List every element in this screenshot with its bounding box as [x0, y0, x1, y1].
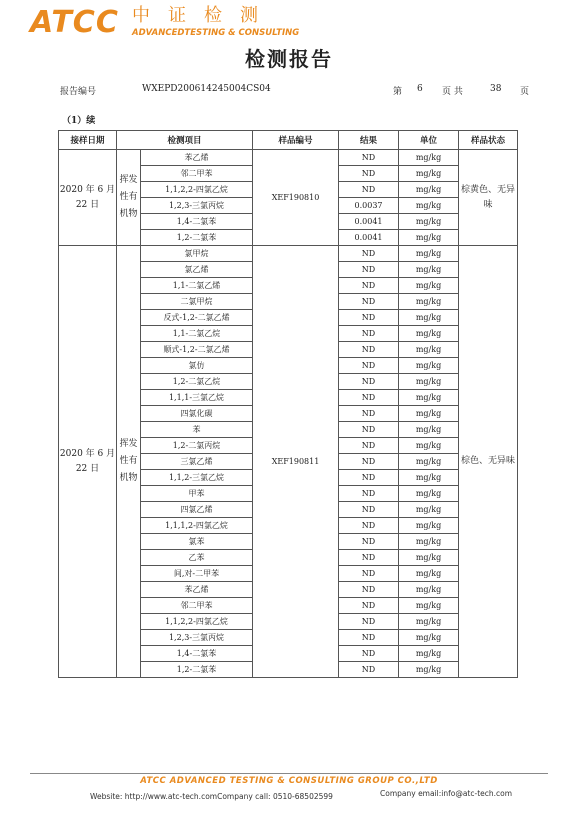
test-item: 1,1,2-三氯乙烷 — [141, 470, 253, 486]
unit-value: mg/kg — [399, 470, 459, 486]
result-value: ND — [339, 374, 399, 390]
receive-date: 2020 年 6 月 22 日 — [59, 150, 117, 246]
test-item: 氯苯 — [141, 534, 253, 550]
test-item: 邻二甲苯 — [141, 598, 253, 614]
logo-chinese-text: 中证检测 — [132, 5, 276, 26]
test-item: 间,对-二甲苯 — [141, 566, 253, 582]
result-value: 0.0041 — [339, 214, 399, 230]
test-item: 甲苯 — [141, 486, 253, 502]
footer-email: Company email:info@atc-tech.com — [380, 789, 513, 798]
footer-phone: Company call: 0510-68502599 — [217, 792, 333, 801]
result-value: ND — [339, 166, 399, 182]
unit-value: mg/kg — [399, 182, 459, 198]
test-item: 四氯化碳 — [141, 406, 253, 422]
header-result: 结果 — [339, 131, 399, 150]
unit-value: mg/kg — [399, 342, 459, 358]
category-label: 挥发性有机物 — [117, 246, 141, 678]
unit-value: mg/kg — [399, 646, 459, 662]
test-item: 1,2-二氯乙烷 — [141, 374, 253, 390]
result-value: ND — [339, 422, 399, 438]
unit-value: mg/kg — [399, 662, 459, 678]
result-value: ND — [339, 358, 399, 374]
result-value: ND — [339, 550, 399, 566]
category-label: 挥发性有机物 — [117, 150, 141, 246]
result-value: ND — [339, 582, 399, 598]
test-item: 氯乙烯 — [141, 262, 253, 278]
sample-state: 棕黄色、无异味 — [459, 150, 518, 246]
test-item: 邻二甲苯 — [141, 166, 253, 182]
test-item: 1,1,2,2-四氯乙烷 — [141, 614, 253, 630]
test-item: 1,2-二氯苯 — [141, 230, 253, 246]
result-value: 0.0041 — [339, 230, 399, 246]
group2-body — [59, 246, 518, 678]
unit-value: mg/kg — [399, 566, 459, 582]
result-value: ND — [339, 454, 399, 470]
result-value: ND — [339, 326, 399, 342]
result-value: 0.0037 — [339, 198, 399, 214]
unit-value: mg/kg — [399, 310, 459, 326]
report-number-value: WXEPD200614245004CS04 — [142, 84, 271, 94]
page-suffix: 页 — [520, 87, 530, 97]
unit-value: mg/kg — [399, 534, 459, 550]
test-item: 氯甲烷 — [141, 246, 253, 262]
unit-value: mg/kg — [399, 166, 459, 182]
section-label: （1）续 — [62, 116, 96, 126]
test-item: 1,2-二氯苯 — [141, 662, 253, 678]
test-item: 苯乙烯 — [141, 582, 253, 598]
footer-website-phone — [90, 792, 333, 801]
header-unit: 单位 — [399, 131, 459, 150]
result-value: ND — [339, 646, 399, 662]
test-item: 1,1-二氯乙烯 — [141, 278, 253, 294]
footer-divider — [30, 773, 548, 774]
result-value: ND — [339, 630, 399, 646]
unit-value: mg/kg — [399, 278, 459, 294]
test-item: 四氯乙烯 — [141, 502, 253, 518]
test-item: 1,2-二氯丙烷 — [141, 438, 253, 454]
result-value: ND — [339, 502, 399, 518]
test-item: 1,2,3-三氯丙烷 — [141, 198, 253, 214]
result-value: ND — [339, 246, 399, 262]
unit-value: mg/kg — [399, 438, 459, 454]
group1-body — [59, 150, 518, 246]
unit-value: mg/kg — [399, 614, 459, 630]
sample-id: XEF190811 — [253, 246, 339, 678]
report-number-row — [60, 84, 530, 98]
test-item: 1,4-二氯苯 — [141, 214, 253, 230]
test-item: 苯 — [141, 422, 253, 438]
page-current: 6 — [417, 84, 423, 94]
unit-value: mg/kg — [399, 294, 459, 310]
unit-value: mg/kg — [399, 214, 459, 230]
result-value: ND — [339, 518, 399, 534]
footer-company-name: ATCC ADVANCED TESTING & CONSULTING GROUP CO.,LTD — [140, 776, 438, 786]
test-item: 1,1,2,2-四氯乙烷 — [141, 182, 253, 198]
test-item: 1,2,3-三氯丙烷 — [141, 630, 253, 646]
result-value: ND — [339, 614, 399, 630]
result-value: ND — [339, 390, 399, 406]
result-value: ND — [339, 310, 399, 326]
test-item: 乙苯 — [141, 550, 253, 566]
test-item: 苯乙烯 — [141, 150, 253, 166]
unit-value: mg/kg — [399, 422, 459, 438]
result-value: ND — [339, 406, 399, 422]
test-item: 三氯乙烯 — [141, 454, 253, 470]
unit-value: mg/kg — [399, 630, 459, 646]
unit-value: mg/kg — [399, 454, 459, 470]
result-value: ND — [339, 662, 399, 678]
logo-english-text: ADVANCEDTESTING & CONSULTING — [132, 28, 300, 38]
result-value: ND — [339, 150, 399, 166]
sample-id: XEF190810 — [253, 150, 339, 246]
unit-value: mg/kg — [399, 486, 459, 502]
test-item: 1,1,1-三氯乙烷 — [141, 390, 253, 406]
result-value: ND — [339, 182, 399, 198]
unit-value: mg/kg — [399, 326, 459, 342]
sample-state: 棕色、无异味 — [459, 246, 518, 678]
test-item: 1,1-二氯乙烷 — [141, 326, 253, 342]
unit-value: mg/kg — [399, 150, 459, 166]
page-total: 38 — [490, 84, 502, 94]
unit-value: mg/kg — [399, 246, 459, 262]
results-table — [58, 130, 518, 678]
result-value: ND — [339, 566, 399, 582]
unit-value: mg/kg — [399, 358, 459, 374]
result-value: ND — [339, 438, 399, 454]
unit-value: mg/kg — [399, 262, 459, 278]
unit-value: mg/kg — [399, 390, 459, 406]
table-header-row — [59, 131, 518, 150]
footer-website: Website: http://www.atc-tech.com — [90, 792, 218, 801]
page-title: 检测报告 — [245, 47, 333, 71]
result-value: ND — [339, 294, 399, 310]
unit-value: mg/kg — [399, 406, 459, 422]
receive-date: 2020 年 6 月 22 日 — [59, 246, 117, 678]
table-row — [59, 150, 518, 166]
table-row — [59, 246, 518, 262]
result-value: ND — [339, 262, 399, 278]
page-prefix: 第 — [393, 87, 403, 97]
report-number-label: 报告编号 — [60, 87, 97, 97]
page-mid: 页 共 — [442, 87, 463, 97]
test-item: 1,1,1,2-四氯乙烷 — [141, 518, 253, 534]
unit-value: mg/kg — [399, 230, 459, 246]
result-value: ND — [339, 486, 399, 502]
atcc-logo — [30, 4, 300, 42]
header-receive-date: 接样日期 — [59, 131, 117, 150]
unit-value: mg/kg — [399, 598, 459, 614]
test-item: 顺式-1,2-二氯乙烯 — [141, 342, 253, 358]
unit-value: mg/kg — [399, 518, 459, 534]
header-sample-state: 样品状态 — [459, 131, 518, 150]
test-item: 1,4-二氯苯 — [141, 646, 253, 662]
unit-value: mg/kg — [399, 502, 459, 518]
result-value: ND — [339, 278, 399, 294]
logo-atcc-text: ATCC — [30, 5, 119, 40]
result-value: ND — [339, 598, 399, 614]
test-item: 反式-1,2-二氯乙烯 — [141, 310, 253, 326]
test-item: 二氯甲烷 — [141, 294, 253, 310]
unit-value: mg/kg — [399, 550, 459, 566]
unit-value: mg/kg — [399, 374, 459, 390]
unit-value: mg/kg — [399, 198, 459, 214]
result-value: ND — [339, 534, 399, 550]
result-value: ND — [339, 342, 399, 358]
unit-value: mg/kg — [399, 582, 459, 598]
test-item: 氯仿 — [141, 358, 253, 374]
header-test-item: 检测项目 — [117, 131, 253, 150]
result-value: ND — [339, 470, 399, 486]
header-sample-id: 样品编号 — [253, 131, 339, 150]
